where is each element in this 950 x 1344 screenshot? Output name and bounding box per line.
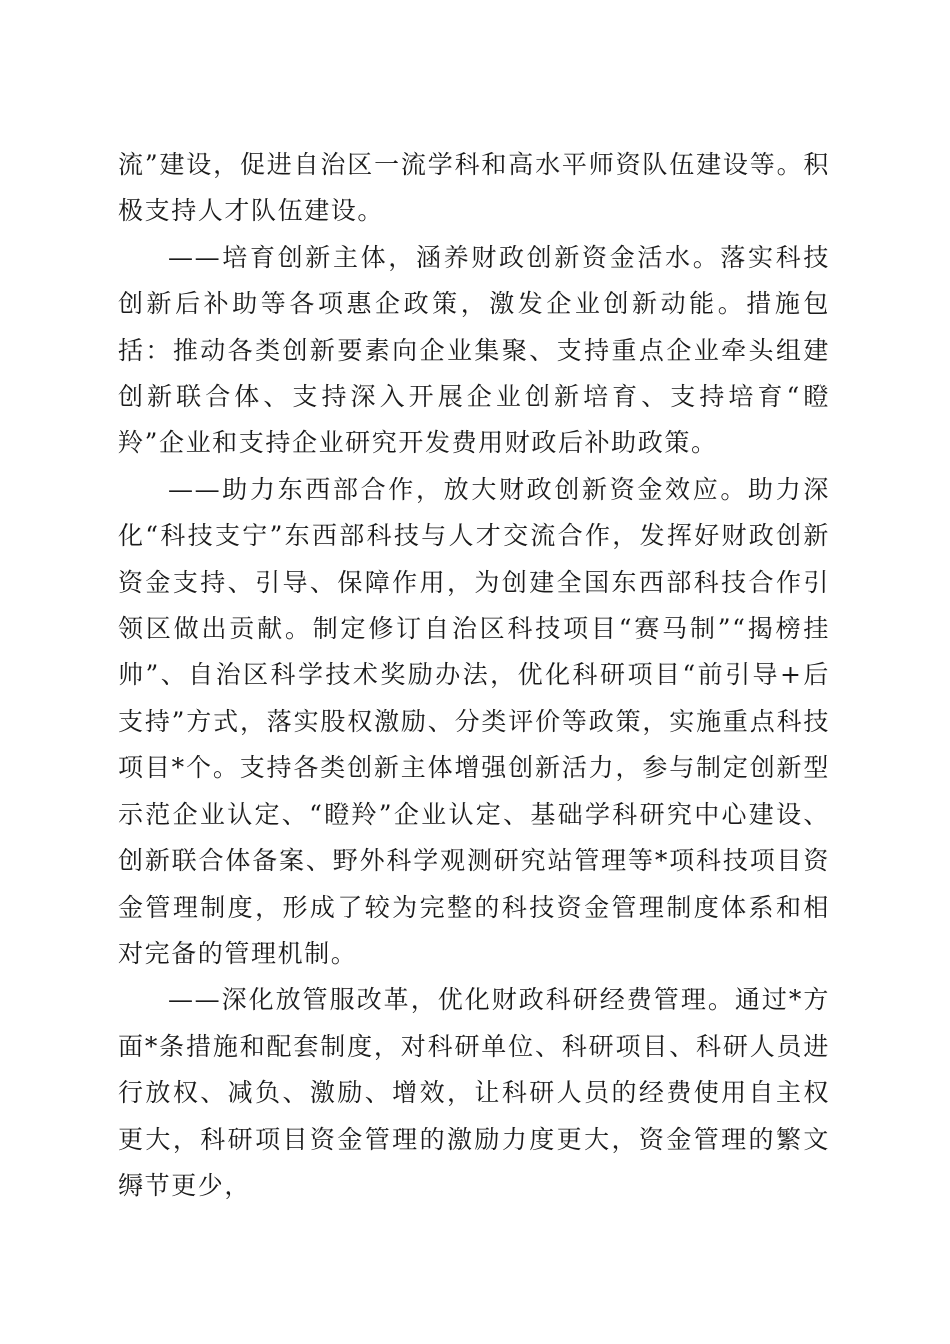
- paragraph-reform-funding: ——深化放管服改革，优化财政科研经费管理。通过*方面*条措施和配套制度，对科研单位、科研项目、科研人员进行放权、减负、激励、增效，让科研人员的经费使用自主权更大，科研项目资金管理的激励力度更大，资金管理的繁文缛节更少，: [118, 985, 830, 1200]
- paragraph-innovation-entities: ——培育创新主体，涵养财政创新资金活水。落实科技创新后补助等各项惠企政策，激发企业创新动能。措施包括：推动各类创新要素向企业集聚、支持重点企业牵头组建创新联合体、支持深入开展企业创新培育、支持培育“瞪羚”企业和支持企业研究开发费用财政后补助政策。: [118, 242, 830, 458]
- body-text: [118, 142, 830, 1209]
- paragraph-continuation: 流”建设，促进自治区一流学科和高水平师资队伍建设等。积极支持人才队伍建设。: [118, 150, 830, 226]
- paragraph-east-west-cooperation: ——助力东西部合作，放大财政创新资金效应。助力深化“科技支宁”东西部科技与人才交流合作，发挥好财政创新资金支持、引导、保障作用，为创建全国东西部科技合作引领区做出贡献。制定修订自治区科技项目“赛马制”“揭榜挂帅”、自治区科学技术奖励办法，优化科研项目“前引导+后支持”方式，落实股权激励、分类评价等政策，实施重点科技项目*个。支持各类创新主体增强创新活力，参与制定创新型示范企业认定、“瞪羚”企业认定、基础学科研究中心建设、创新联合体备案、野外科学观测研究站管理等*项科技项目资金管理制度，形成了较为完整的科技资金管理制度体系和相对完备的管理机制。: [118, 474, 830, 968]
